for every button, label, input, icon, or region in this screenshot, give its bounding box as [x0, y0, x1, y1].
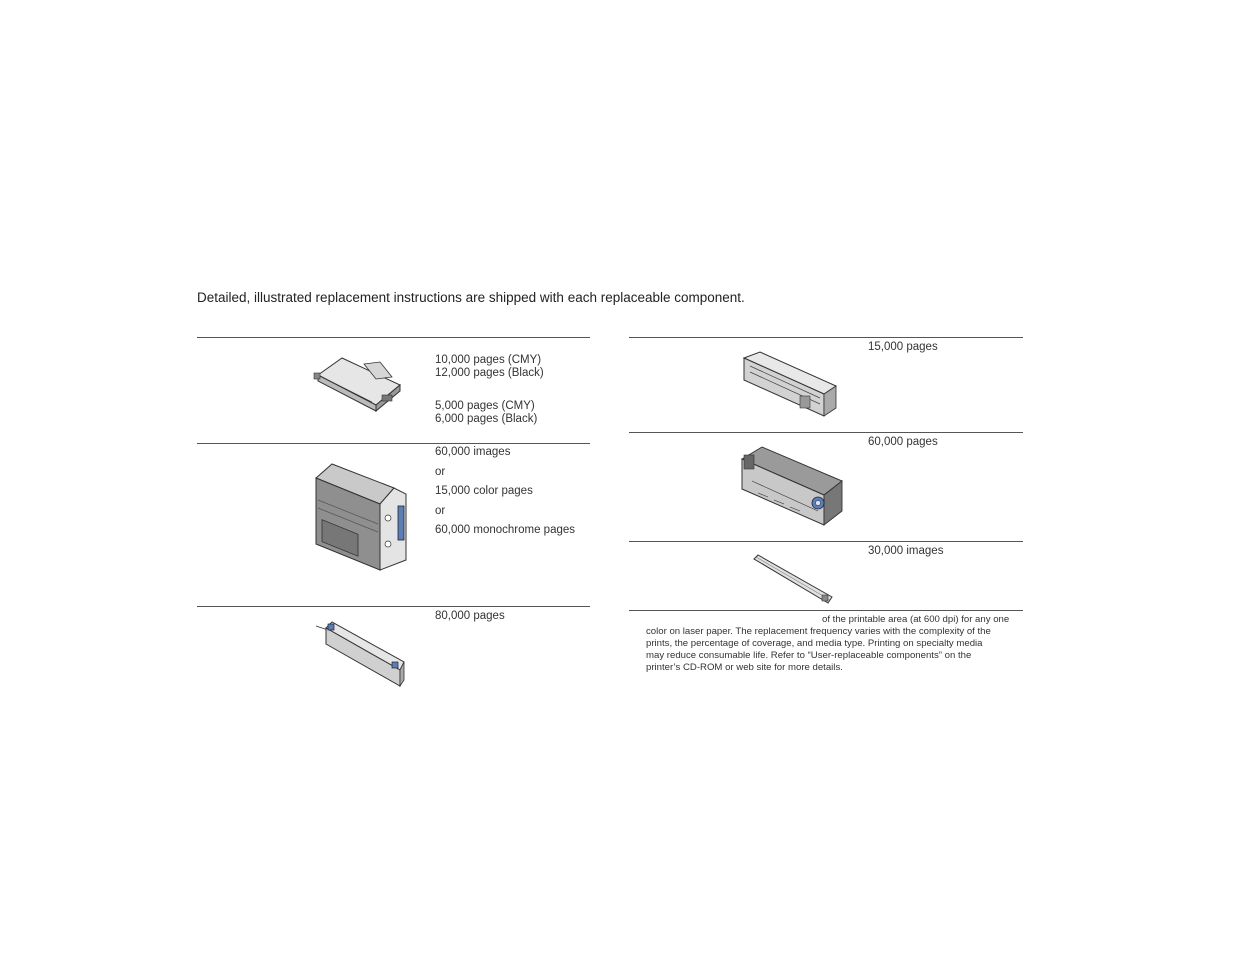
transfer-roll-yield: 30,000 images — [868, 545, 944, 557]
oil-roll-yield: 80,000 pages — [435, 610, 505, 622]
intro-text: Detailed, illustrated replacement instructions are shipped with each replaceable component. — [197, 290, 745, 305]
imaging-unit-illustration — [308, 460, 413, 572]
toner-yield-black-alt: 6,000 pages (Black) — [435, 413, 538, 425]
footnote-line-1: color on laser paper. The replacement frequency varies with the complexity of the — [646, 626, 991, 637]
footnote-line-4: printer’s CD-ROM or web site for more details. — [646, 662, 843, 673]
imaging-unit-yield-images: 60,000 images — [435, 446, 511, 458]
footnote-line-2: prints, the percentage of coverage, and media type. Printing on specialty media — [646, 638, 983, 649]
imaging-unit-yield-mono: 60,000 monochrome pages — [435, 524, 576, 536]
transfer-roll-illustration — [752, 553, 834, 607]
table-rule — [197, 606, 590, 607]
toner-yield-cmy: 10,000 pages (CMY) — [435, 354, 542, 366]
oil-coating-roll-illustration — [314, 620, 410, 688]
table-rule — [629, 610, 1023, 611]
waste-toner-yield: 15,000 pages — [868, 341, 938, 353]
table-rule — [629, 432, 1023, 433]
imaging-unit-or-1: or — [435, 466, 446, 478]
waste-toner-bottle-illustration — [740, 348, 840, 418]
toner-yield-black: 12,000 pages (Black) — [435, 367, 544, 379]
table-rule — [629, 541, 1023, 542]
fuser-yield: 60,000 pages — [868, 436, 938, 448]
footnote-line-3: may reduce consumable life. Refer to “User-replaceable components” on the — [646, 650, 972, 661]
table-rule — [197, 337, 590, 338]
imaging-unit-yield-color: 15,000 color pages — [435, 485, 533, 497]
imaging-unit-or-2: or — [435, 505, 446, 517]
footnote-first-line: of the printable area (at 600 dpi) for any one — [822, 614, 1010, 625]
fuser-illustration — [738, 445, 848, 527]
toner-yield-cmy-alt: 5,000 pages (CMY) — [435, 400, 535, 412]
table-rule — [629, 337, 1023, 338]
table-rule — [197, 443, 590, 444]
toner-cartridge-illustration — [310, 355, 410, 415]
